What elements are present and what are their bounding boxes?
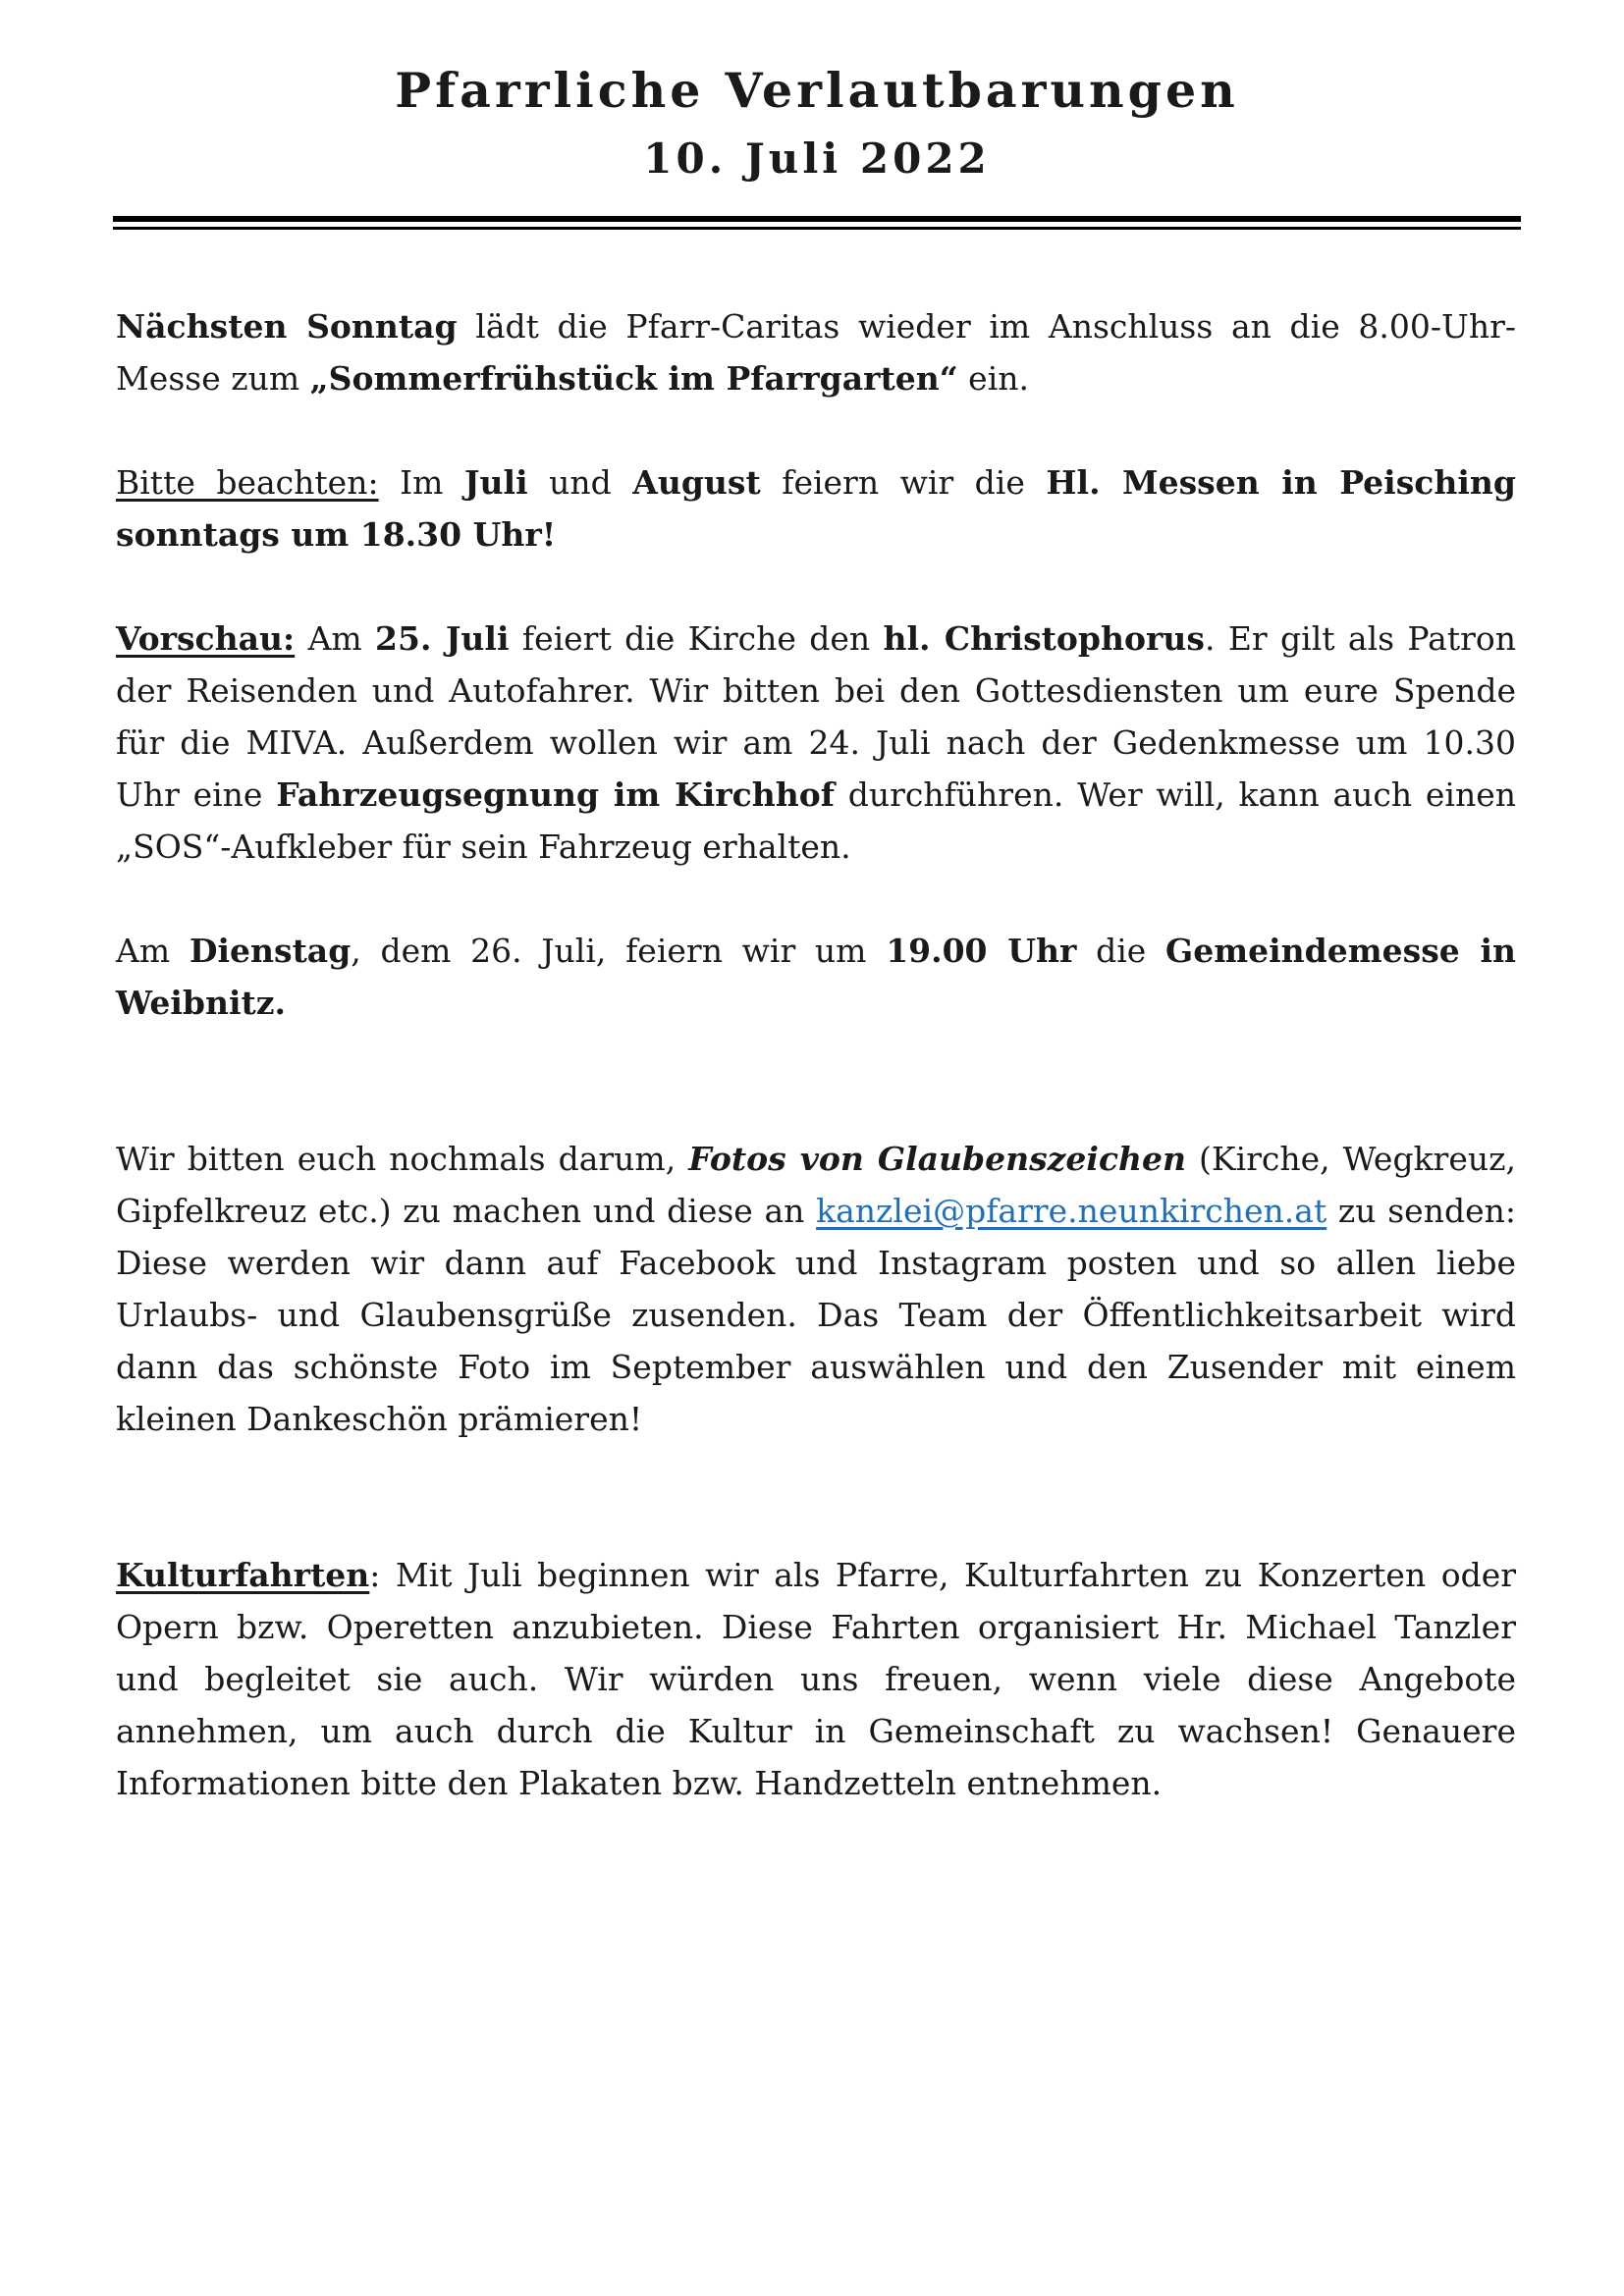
christophorus-saint: hl. Christophorus [883,619,1205,658]
peisching-text-3: feiern wir die [760,463,1047,502]
month-july: Juli [463,463,528,502]
announcement-culture-trips [116,1549,1516,1809]
announcement-christophorus [116,613,1516,873]
photos-topic: Fotos von Glaubenszeichen [688,1140,1187,1178]
weibnitz-text-2: , dem 26. Juli, feiern wir um [351,932,887,970]
weibnitz-text-3: die [1076,932,1166,970]
weibnitz-day: Dienstag [189,932,352,970]
weibnitz-event: Gemeindemesse in Weibnitz. [116,932,1517,1022]
announcement-weibnitz-mass [116,925,1516,1029]
weibnitz-time: 19.00 Uhr [886,932,1077,970]
christophorus-text-1: Am [295,619,376,658]
paragraph-spacer [116,873,1516,925]
announcement-peisching-masses [116,456,1516,561]
culture-trips-label: Kulturfahrten [116,1556,370,1594]
announcements-body [116,300,1516,1809]
please-note-label: Bitte beachten: [116,463,379,502]
rule-thin-line [113,227,1521,230]
announcement-faith-photos [116,1133,1516,1445]
peisching-mass-time: Hl. Messen in Peisching sonntags um 18.30 Uhr! [116,463,1516,554]
summer-breakfast-end: ein. [957,359,1030,398]
email-link[interactable]: kanzlei@pfarre.neunkirchen.at [816,1192,1327,1230]
rule-thick-line [113,216,1521,222]
month-august: August [632,463,761,502]
summer-breakfast-event: „Sommerfrühstück im Pfarrgarten“ [309,359,958,398]
weibnitz-text-1: Am [116,932,189,970]
announcement-summer-breakfast [116,300,1516,404]
vehicle-blessing: Fahrzeugsegnung im Kirchhof [276,775,835,814]
document-date: 10. Juli 2022 [643,134,991,183]
christophorus-text-2: feiert die Kirche den [509,619,884,658]
paragraph-spacer [116,561,1516,613]
paragraph-spacer [116,1029,1516,1133]
document-title: Pfarrliche Verlautbarungen [395,62,1239,119]
peisching-text-1: Im [378,463,464,502]
summer-breakfast-when: Nächsten Sonntag [116,307,458,346]
photos-text-1: Wir bitten euch nochmals darum, [116,1140,689,1178]
photos-text-2: (Kirche, Wegkreuz, Gipfelkreuz etc.) zu machen und diese an [116,1140,1516,1230]
preview-label: Vorschau: [116,619,296,658]
photos-text-3: zu senden: Diese werden wir dann auf Facebook und Instagram posten und so allen liebe Urlaubs- und Glaubensgrüße zusenden. Das Team der Öffentlichkeitsarbeit wird dann das schönste Foto im September auswählen und den Zusender mit einem kleinen Dankeschön prämieren! [116,1192,1516,1438]
christophorus-text-3: . Er gilt als Patron der Reisenden und Autofahrer. Wir bitten bei den Gottesdiensten um eure Spende für die MIVA. Außerdem wollen wir am 24. Juli nach der Gedenkmesse um 10.30 Uhr eine [116,619,1516,814]
header-double-rule [113,216,1521,232]
summer-breakfast-text: lädt die Pfarr-Caritas wieder im Anschluss an die 8.00-Uhr-Messe zum [116,307,1516,398]
christophorus-text-4: durchführen. Wer will, kann auch einen „SOS“-Aufkleber für sein Fahrzeug erhalten. [116,775,1516,866]
paragraph-spacer [116,404,1516,456]
document-header [113,57,1521,188]
peisching-text-2: und [527,463,633,502]
culture-trips-text: : Mit Juli beginnen wir als Pfarre, Kulturfahrten zu Konzerten oder Opern bzw. Operetten anzubieten. Diese Fahrten organisiert Hr. Michael Tanzler und begleitet sie auch. Wir würden uns freuen, wenn viele diese Angebote annehmen, um auch durch die Kultur in Gemeinschaft zu wachsen! Genauere Informationen bitte den Plakaten bzw. Handzetteln entnehmen. [116,1556,1516,1802]
paragraph-spacer [116,1445,1516,1549]
christophorus-date: 25. Juli [375,619,510,658]
